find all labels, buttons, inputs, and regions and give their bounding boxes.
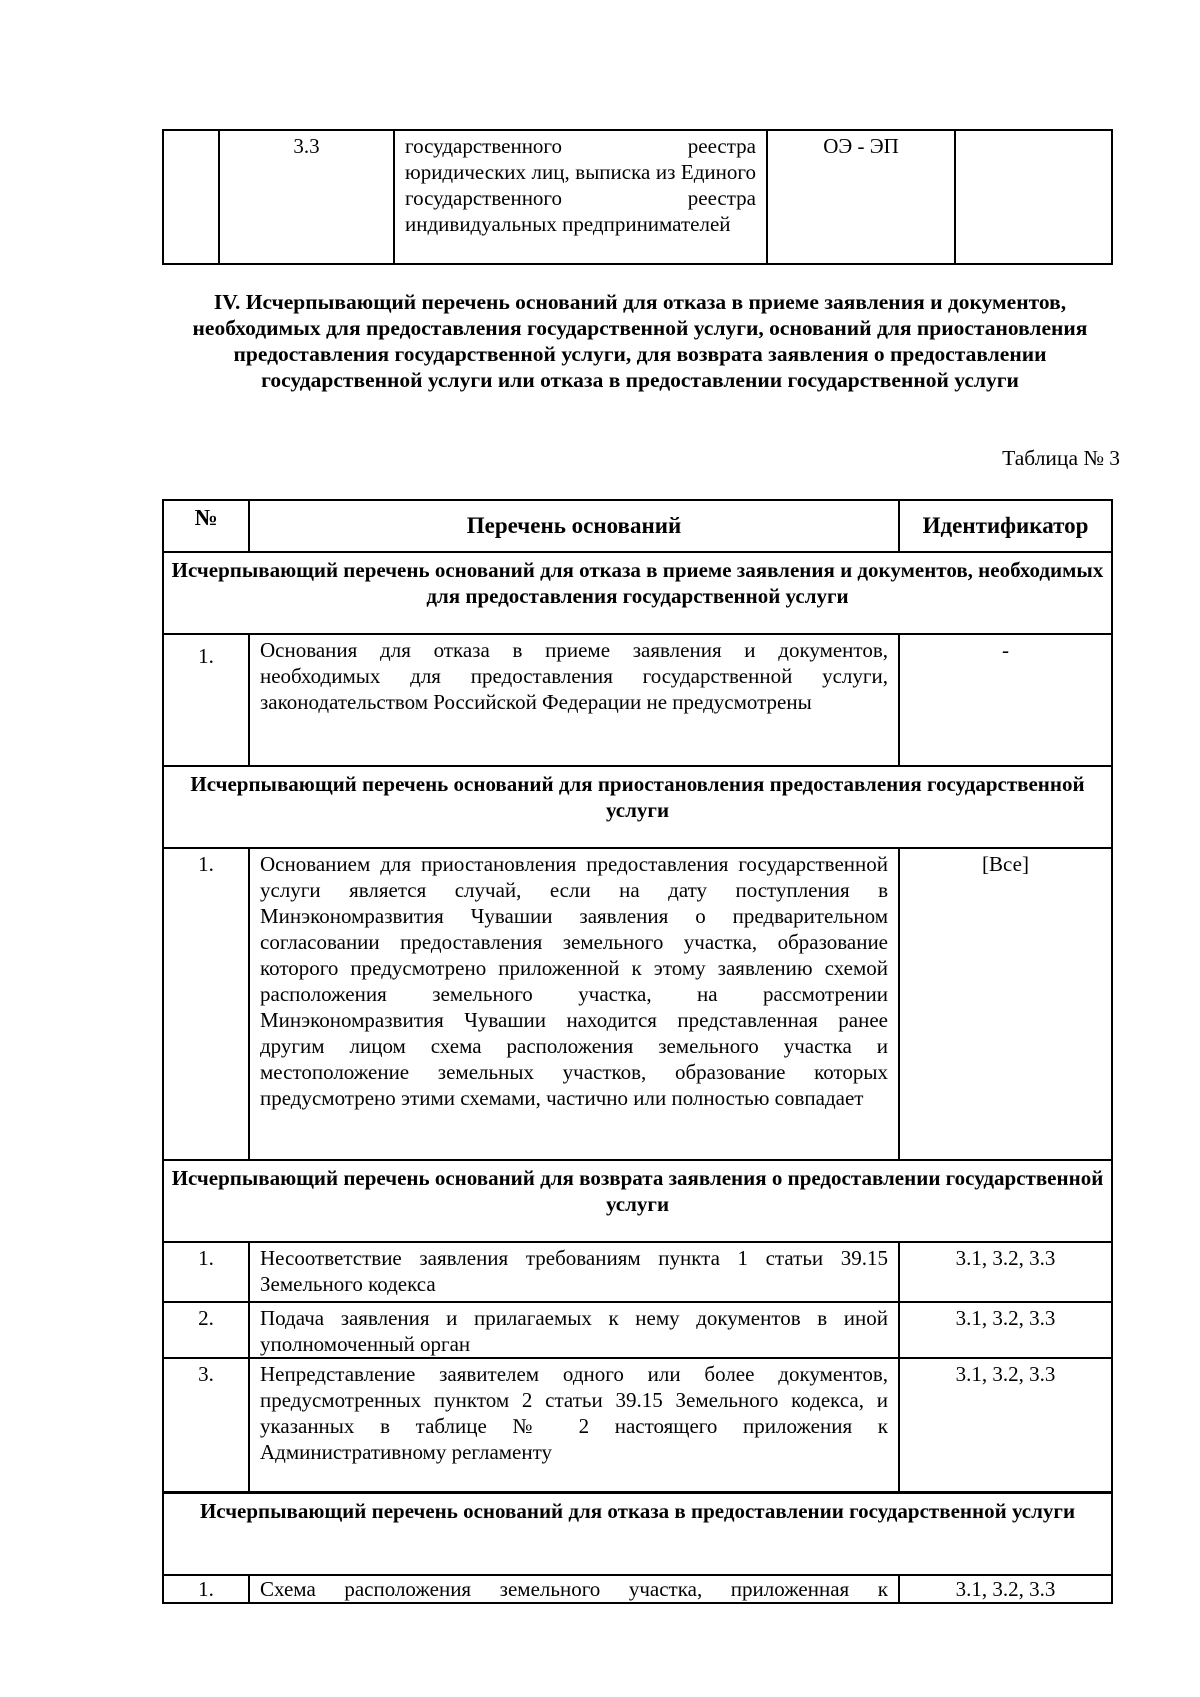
- row-number: 1.: [163, 1242, 249, 1302]
- table-row: [163, 1242, 1112, 1302]
- section-row: [163, 766, 1112, 848]
- row-number: 2.: [163, 1302, 249, 1358]
- row-number: 1.: [163, 848, 249, 1160]
- row-identifier: [Все]: [899, 848, 1112, 1160]
- table-row: [163, 1575, 1112, 1603]
- row-text: Непредставление заявителем одного или более документов, предусмотренных пунктом 2 статьи 39.15 Земельного кодекса, и указанных в таблице № 2 настоящего приложения к Административному регламенту: [249, 1358, 899, 1493]
- empty-cell: [955, 130, 1112, 264]
- row-number: 3.3: [219, 130, 394, 264]
- header-id: Идентификатор: [899, 500, 1112, 552]
- header-num: №: [163, 500, 249, 552]
- table-row: [163, 848, 1112, 1160]
- row-text: Основания для отказа в приеме заявления и документов, необходимых для предоставления государственной услуги, законодательством Российской Федерации не предусмотрены: [249, 634, 899, 766]
- document-form: ОЭ - ЭП: [767, 130, 955, 264]
- row-text: Несоответствие заявления требованиям пункта 1 статьи 39.15 Земельного кодекса: [249, 1242, 899, 1302]
- section-row: [163, 1160, 1112, 1242]
- row-identifier: -: [899, 634, 1112, 766]
- header-list: Перечень оснований: [249, 500, 899, 552]
- table-row: [163, 1358, 1112, 1493]
- table-row: [163, 1302, 1112, 1358]
- row-identifier: 3.1, 3.2, 3.3: [899, 1358, 1112, 1493]
- table-caption: Таблица № 3: [1002, 446, 1120, 470]
- section-heading: Исчерпывающий перечень оснований для отказа в предоставлении государственной услуги: [163, 1493, 1112, 1576]
- table-header-row: [163, 500, 1112, 552]
- document-description: государственного реестра юридических лиц, выписка из Единого государственного реестра индивидуальных предпринимателей: [394, 130, 767, 264]
- section-row: [163, 552, 1112, 634]
- empty-cell: [163, 130, 219, 264]
- section-title: IV. Исчерпывающий перечень оснований для отказа в приеме заявления и документов, необходимых для предоставления государственной услуги, оснований для приостановления предоставления государственной услуги, для возврата заявления о предоставлении государственной услуги или отказа в предоставлении государственной услуги: [192, 290, 1088, 392]
- row-text: Схема расположения земельного участка, приложенная к: [249, 1575, 899, 1603]
- row-text: Подача заявления и прилагаемых к нему документов в иной уполномоченный орган: [249, 1302, 899, 1358]
- row-text: Основанием для приостановления предоставления государственной услуги является случай, если на дату поступления в Минэкономразвития Чувашии заявления о предварительном согласовании предоставления земельного участка, образование которого предусмотрено приложенной к этому заявлению схемой расположения земельного участка, на рассмотрении Минэкономразвития Чувашии находится представленная ранее другим лицом схема расположения земельного участка и местоположение земельных участков, образование которых предусмотрено этими схемами, частично или полностью совпадает: [249, 848, 899, 1160]
- row-number: 1.: [163, 1575, 249, 1603]
- grounds-table: [162, 499, 1113, 1604]
- table-row: [163, 130, 1112, 264]
- previous-table: [162, 129, 1113, 265]
- section-row: [163, 1493, 1112, 1576]
- row-identifier: 3.1, 3.2, 3.3: [899, 1302, 1112, 1358]
- section-heading: Исчерпывающий перечень оснований для отказа в приеме заявления и документов, необходимых для предоставления государственной услуги: [163, 552, 1112, 634]
- table-row: [163, 634, 1112, 766]
- row-number: 1.: [163, 634, 249, 766]
- row-identifier: 3.1, 3.2, 3.3: [899, 1575, 1112, 1603]
- row-number: 3.: [163, 1358, 249, 1493]
- section-heading: Исчерпывающий перечень оснований для возврата заявления о предоставлении государственной услуги: [163, 1160, 1112, 1242]
- section-heading: Исчерпывающий перечень оснований для приостановления предоставления государственной услуги: [163, 766, 1112, 848]
- row-identifier: 3.1, 3.2, 3.3: [899, 1242, 1112, 1302]
